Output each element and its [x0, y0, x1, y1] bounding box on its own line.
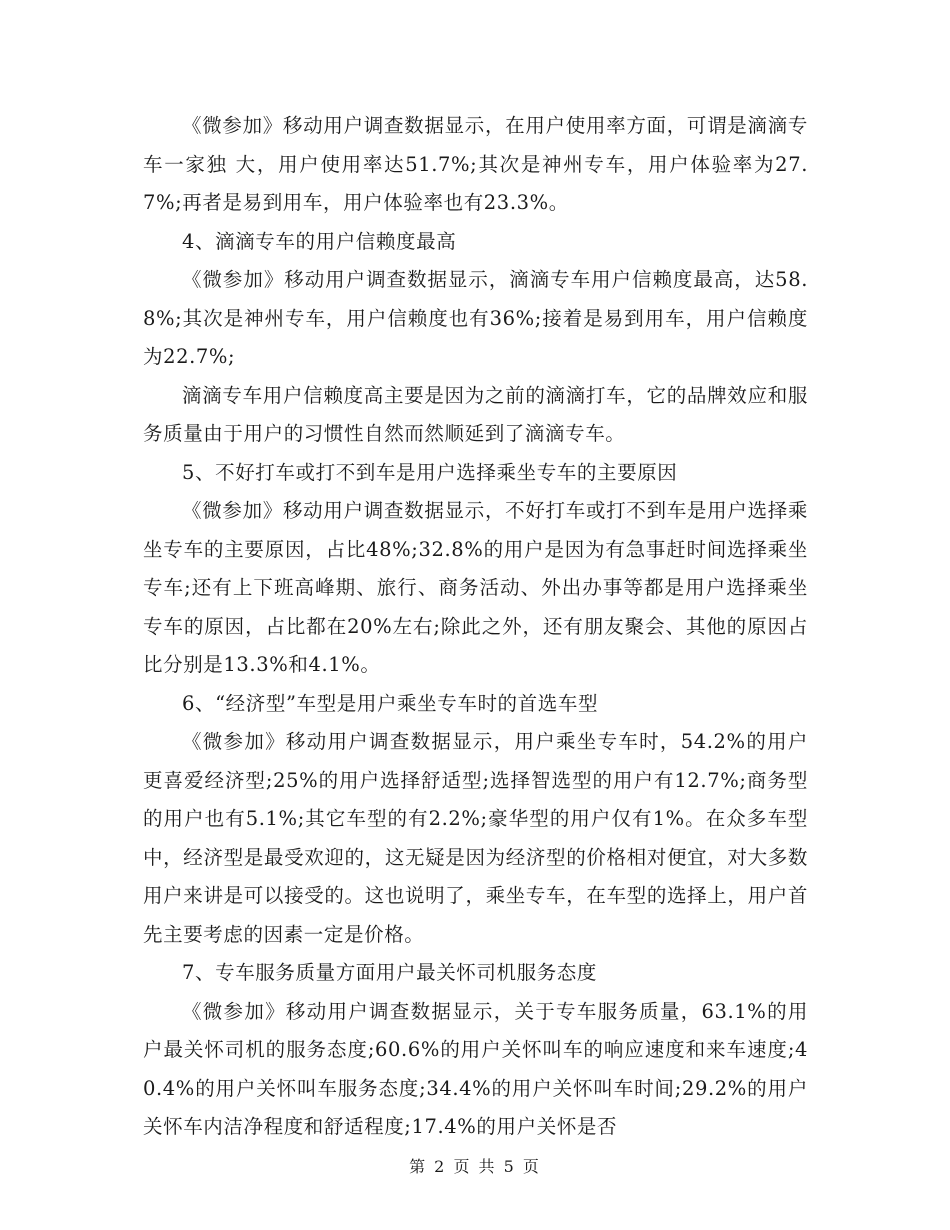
- paragraph-usage-rate: 《微参加》移动用户调查数据显示，在用户使用率方面，可谓是滴滴专车一家独 大，用户使用率达51.7%;其次是神州专车，用户体验率为27.7%;再者是易到用车，用户体验率也有23.3%。: [143, 114, 808, 214]
- paragraph-reasons-data: 《微参加》移动用户调查数据显示，不好打车或打不到车是用户选择乘坐专车的主要原因，占比48%;32.8%的用户是因为有急事赶时间选择乘坐专车;还有上下班高峰期、旅行、商务活动、外出办事等都是用户选择乘坐专车的原因，占比都在20%左右;除此之外，还有朋友聚会、其他的原因占比分别是13.3%和4.1%。: [143, 499, 808, 676]
- paragraph-trust-reason: 滴滴专车用户信赖度高主要是因为之前的滴滴打车，它的品牌效应和服务质量由于用户的习惯性自然而然顺延到了滴滴专车。: [143, 383, 808, 445]
- heading-reasons: 5、不好打车或打不到车是用户选择乘坐专车的主要原因: [182, 460, 678, 484]
- heading-trust: 4、滴滴专车的用户信赖度最高: [182, 229, 457, 253]
- paragraph-service-quality-data: 《微参加》移动用户调查数据显示，关于专车服务质量，63.1%的用户最关怀司机的服务态度;60.6%的用户关怀叫车的响应速度和来车速度;40.4%的用户关怀叫车服务态度;34.4%的用户关怀叫车时间;29.2%的用户关怀车内洁净程度和舒适程度;17.4%的用户关怀是否: [143, 999, 808, 1138]
- heading-car-type: 6、“经济型”车型是用户乘坐专车时的首选车型: [182, 691, 599, 715]
- heading-service-quality: 7、专车服务质量方面用户最关怀司机服务态度: [182, 961, 598, 984]
- document-body: [143, 107, 808, 1147]
- page-number-footer: 第 2 页 共 5 页: [409, 1157, 541, 1176]
- paragraph-car-type-data: 《微参加》移动用户调查数据显示，用户乘坐专车时，54.2%的用户更喜爱经济型;25%的用户选择舒适型;选择智选型的用户有12.7%;商务型的用户也有5.1%;其它车型的有2.2%;豪华型的用户仅有1%。在众多车型中，经济型是最受欢迎的，这无疑是因为经济型的价格相对便宜，对大多数用户来讲是可以接受的。这也说明了，乘坐专车，在车型的选择上，用户首先主要考虑的因素一定是价格。: [143, 730, 808, 946]
- paragraph-trust-data: 《微参加》移动用户调查数据显示，滴滴专车用户信赖度最高，达58.8%;其次是神州专车，用户信赖度也有36%;接着是易到用车，用户信赖度为22.7%;: [143, 268, 808, 368]
